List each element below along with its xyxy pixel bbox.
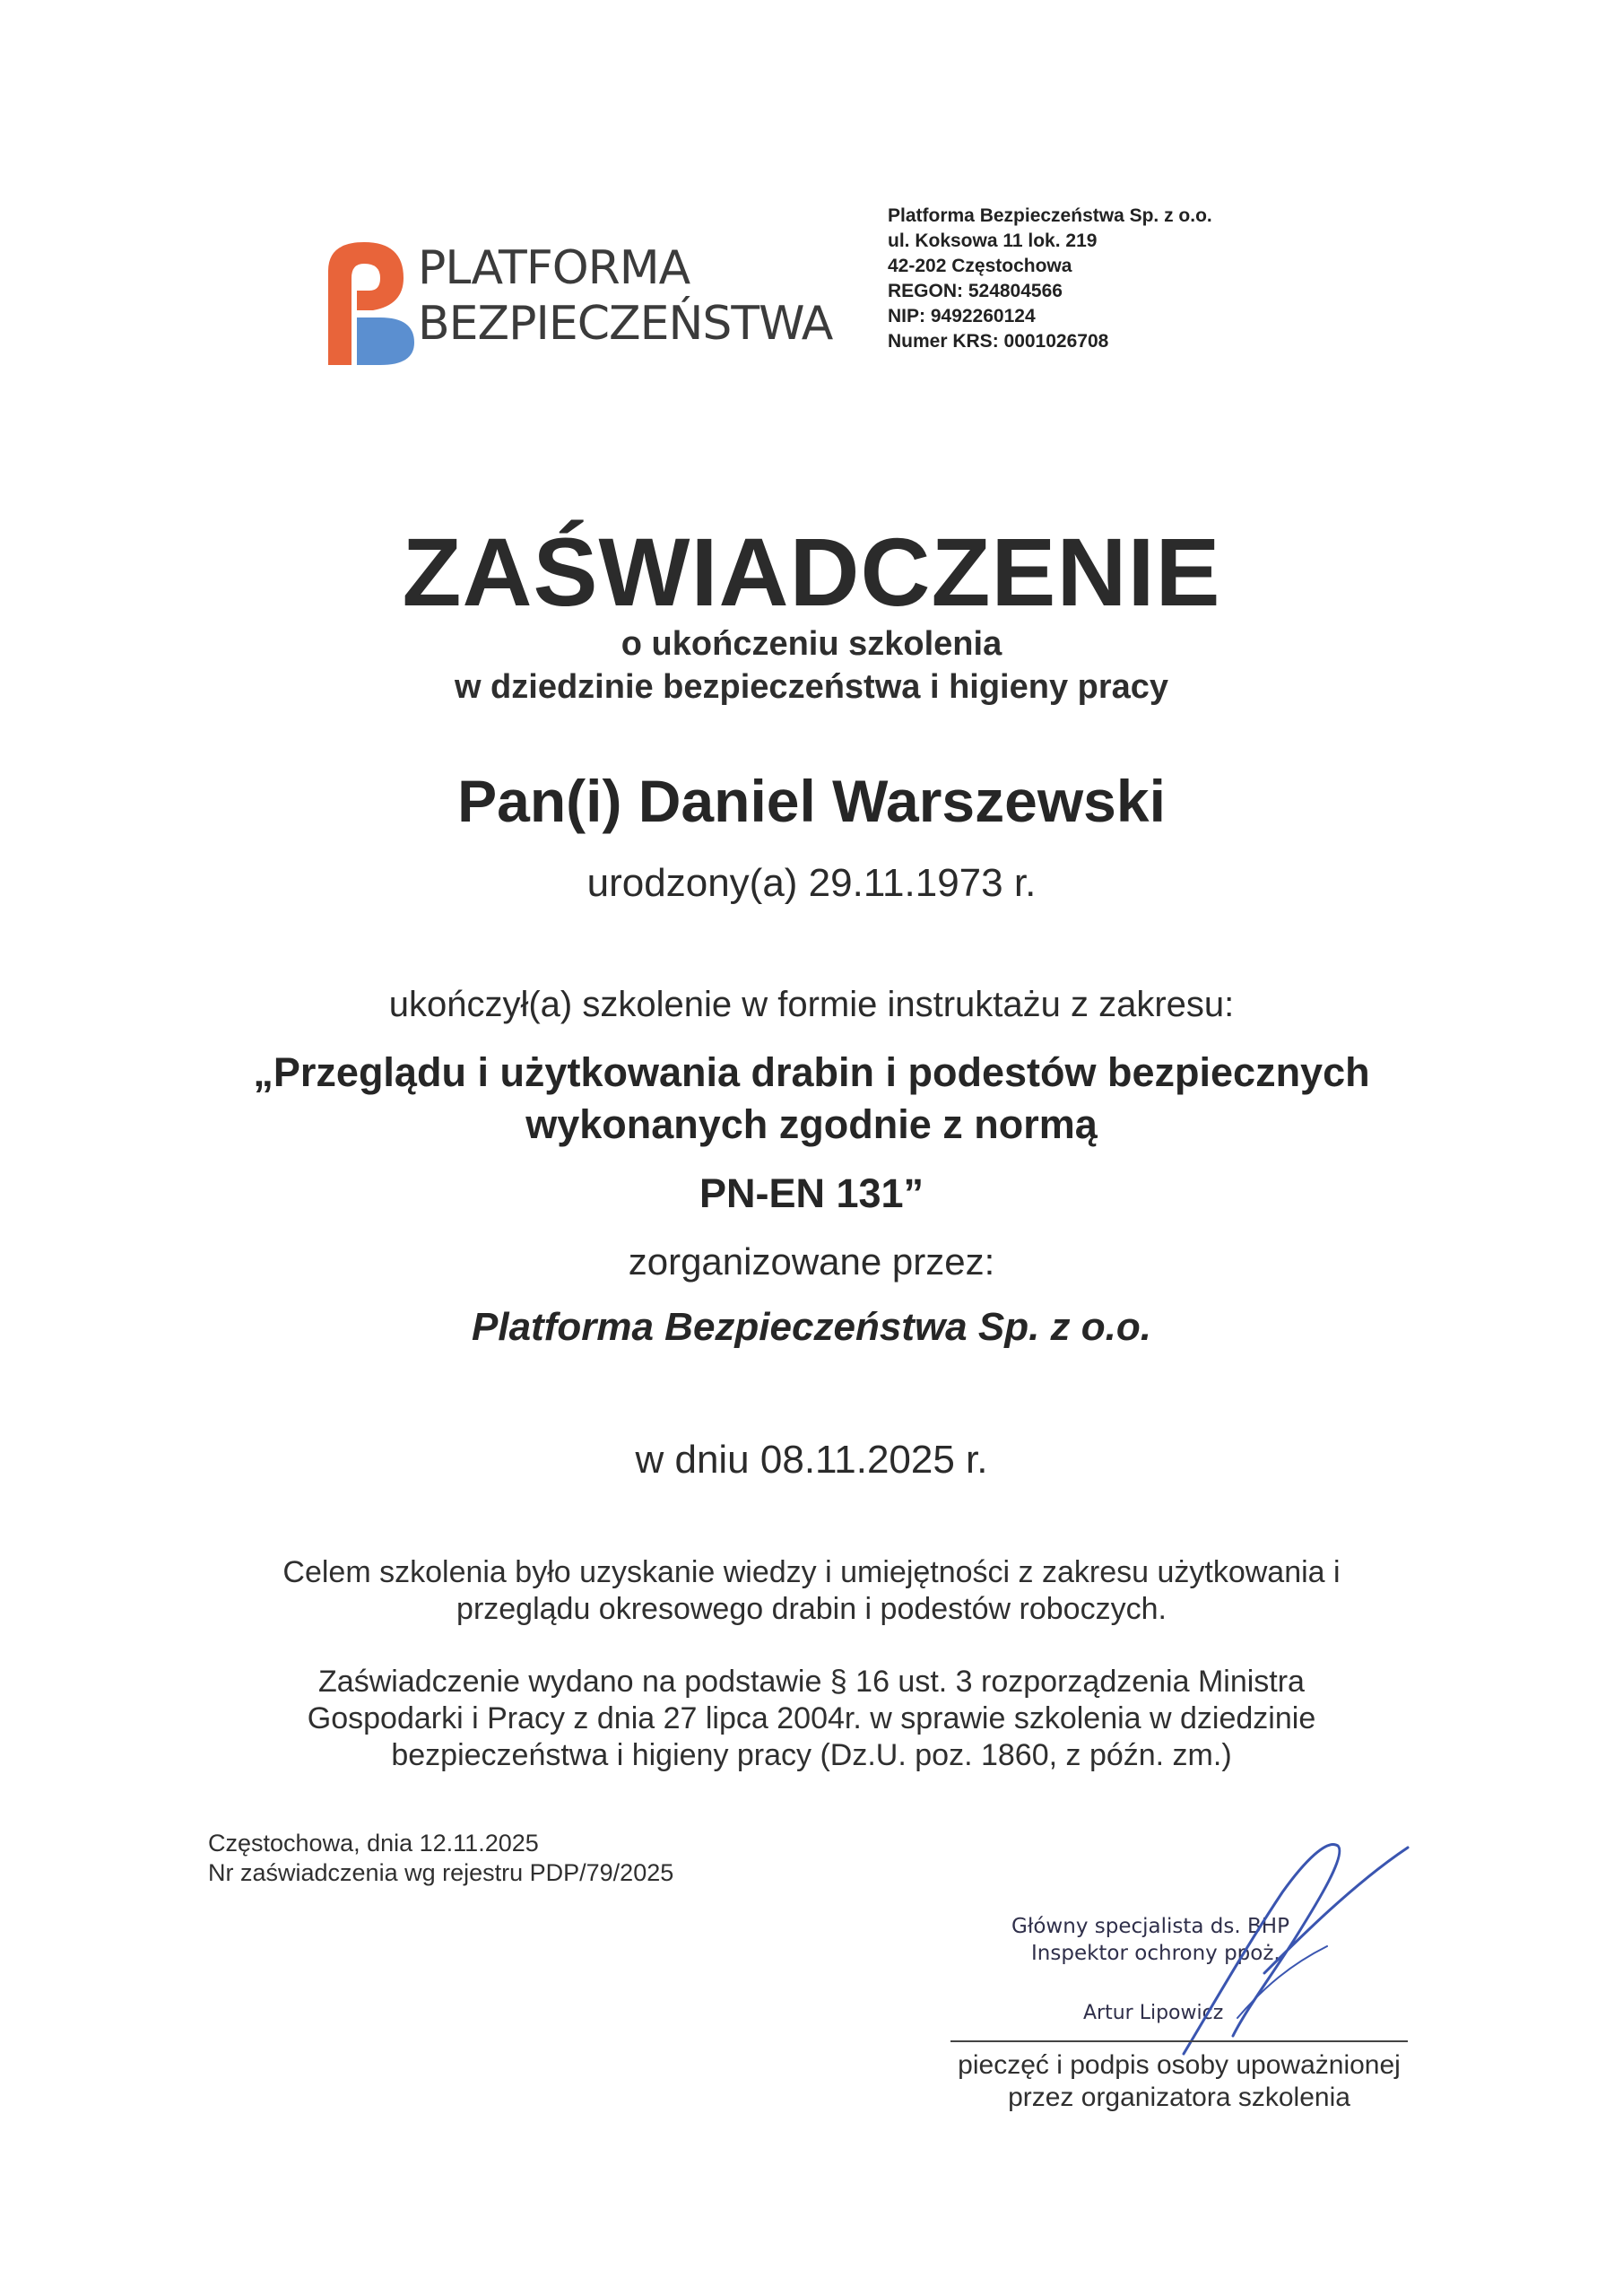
company-nip: NIP: 9492260124 — [888, 306, 1036, 326]
training-goal-line1: Celem szkolenia było uzyskanie wiedzy i umiejętności z zakresu użytkowania i — [282, 1555, 1341, 1589]
company-info — [888, 204, 1212, 354]
signature-caption-line1: pieczęć i podpis osoby upoważnionej — [958, 2050, 1401, 2080]
logo-p-mark — [321, 235, 420, 370]
stamp-role-line1: Główny specjalista ds. BHP — [1011, 1915, 1289, 1938]
recipient-birth-date: urodzony(a) 29.11.1973 r. — [586, 861, 1037, 905]
company-street: ul. Koksowa 11 lok. 219 — [888, 230, 1098, 251]
organized-by-label: zorganizowane przez: — [628, 1240, 995, 1283]
certificate-subtitle-line2: w dziedzinie bezpieczeństwa i higieny pracy — [454, 668, 1169, 706]
certificate-title: ZAŚWIADCZENIE — [402, 517, 1221, 626]
completion-statement: ukończył(a) szkolenie w formie instruktażu z zakresu: — [388, 985, 1235, 1024]
handwritten-signature — [1148, 1830, 1417, 2063]
training-goal-line2: przeglądu okresowego drabin i podestów roboczych. — [456, 1592, 1167, 1626]
training-topic-line3: PN-EN 131” — [699, 1170, 924, 1216]
company-regon: REGON: 524804566 — [888, 281, 1063, 301]
company-city: 42-202 Częstochowa — [888, 256, 1072, 276]
issue-place-date: Częstochowa, dnia 12.11.2025 — [208, 1830, 539, 1857]
stamp-name: Artur Lipowicz — [1083, 2002, 1224, 2024]
organizer-name: Platforma Bezpieczeństwa Sp. z o.o. — [472, 1305, 1151, 1349]
certificate-subtitle-line1: o ukończeniu szkolenia — [621, 625, 1002, 663]
company-krs: Numer KRS: 0001026708 — [888, 331, 1109, 352]
training-topic-line1: „Przeglądu i użytkowania drabin i podestów bezpiecznych — [253, 1049, 1370, 1095]
company-name: Platforma Bezpieczeństwa Sp. z o.o. — [888, 205, 1212, 226]
register-number: Nr zaświadczenia wg rejestru PDP/79/2025 — [208, 1859, 674, 1886]
stamp-role-line2: Inspektor ochrony ppoż. — [1031, 1942, 1280, 1965]
legal-basis-line1: Zaświadczenie wydano na podstawie § 16 ust. 3 rozporządzenia Ministra — [318, 1665, 1305, 1699]
signature-line — [950, 2040, 1408, 2042]
signature-caption-line2: przez organizatora szkolenia — [1008, 2083, 1350, 2112]
legal-basis-line3: bezpieczeństwa i higieny pracy (Dz.U. poz. 1860, z późn. zm.) — [391, 1738, 1232, 1772]
logo-text-line1: PLATFORMA — [418, 241, 690, 295]
training-topic-line2: wykonanych zgodnie z normą — [525, 1101, 1098, 1147]
legal-basis-line2: Gospodarki i Pracy z dnia 27 lipca 2004r. w sprawie szkolenia w dziedzinie — [307, 1701, 1316, 1735]
training-date: w dniu 08.11.2025 r. — [635, 1438, 988, 1482]
company-logo — [321, 235, 859, 370]
recipient-name: Pan(i) Daniel Warszewski — [457, 768, 1166, 834]
logo-text-line2: BEZPIECZEŃSTWA — [418, 297, 833, 351]
